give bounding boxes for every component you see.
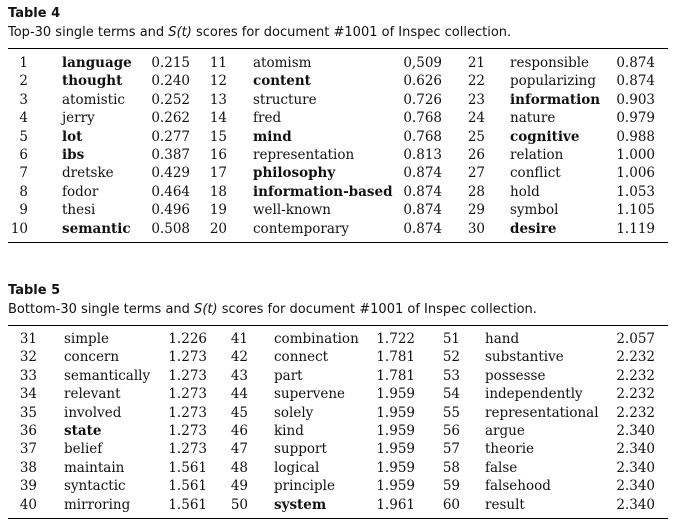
- score-cell: 1.273: [168, 423, 207, 439]
- term-cell: representational: [485, 404, 599, 421]
- term-cell: philosophy: [253, 165, 336, 182]
- rank-cell: 3: [19, 91, 28, 108]
- rank-cell: 58: [442, 459, 460, 476]
- rank-cell: 52: [442, 349, 460, 366]
- term-cell: result: [485, 496, 525, 513]
- term-cell: structure: [253, 91, 317, 108]
- term-cell: fodor: [62, 183, 99, 200]
- table-bottom-rule: [8, 518, 668, 519]
- rank-cell: 49: [230, 478, 248, 495]
- score-cell: 1.959: [376, 478, 415, 495]
- rank-cell: 16: [209, 147, 227, 163]
- rank-cell: 41: [230, 331, 248, 347]
- score-cell: 1.273: [168, 404, 207, 421]
- table-row: [0, 54, 676, 72]
- rank-cell: 26: [467, 147, 485, 163]
- score-cell: 1.722: [376, 331, 415, 347]
- rank-cell: 18: [209, 183, 227, 200]
- score-cell: 0.874: [403, 165, 442, 182]
- term-cell: responsible: [510, 55, 590, 71]
- score-cell: 2.340: [616, 478, 655, 495]
- score-cell: 0.768: [403, 128, 442, 145]
- rank-cell: 20: [209, 220, 227, 237]
- term-cell: independently: [485, 386, 583, 403]
- caption-text-end: scores for document #1001 of Inspec collection.: [217, 302, 537, 317]
- score-cell: 0.979: [616, 110, 655, 127]
- term-cell: syntactic: [64, 478, 126, 495]
- rank-cell: 6: [19, 147, 28, 163]
- score-cell: 1.053: [616, 183, 655, 200]
- term-cell: desire: [510, 220, 557, 237]
- rank-cell: 60: [442, 496, 460, 513]
- term-cell: lot: [62, 128, 83, 145]
- table-caption: [8, 302, 537, 317]
- term-cell: information: [510, 91, 601, 108]
- table-bottom-rule: [8, 242, 668, 243]
- score-cell: 0.988: [616, 128, 655, 145]
- score-cell: 0.496: [151, 202, 190, 219]
- table-row: [0, 164, 676, 182]
- rank-cell: 45: [230, 404, 248, 421]
- table-row: [0, 459, 676, 477]
- rank-cell: 10: [10, 220, 28, 237]
- rank-cell: 32: [19, 349, 37, 366]
- score-cell: 2.232: [616, 367, 655, 384]
- table-caption: [8, 25, 511, 40]
- rank-cell: 27: [467, 165, 485, 182]
- rank-cell: 48: [230, 459, 248, 476]
- rank-cell: 51: [442, 331, 460, 347]
- table-row: [0, 91, 676, 109]
- score-cell: 0.768: [403, 110, 442, 127]
- term-cell: language: [62, 55, 132, 71]
- score-cell: 2.232: [616, 404, 655, 421]
- term-cell: mind: [253, 128, 292, 145]
- score-cell: 0.874: [403, 220, 442, 237]
- rank-cell: 24: [467, 110, 485, 127]
- term-cell: semantically: [64, 367, 151, 384]
- score-cell: 1.961: [376, 496, 415, 513]
- rank-cell: 30: [467, 220, 485, 237]
- score-cell: 1.000: [616, 147, 655, 163]
- rank-cell: 22: [467, 73, 485, 90]
- score-cell: 0.874: [616, 73, 655, 90]
- score-cell: 1.105: [616, 202, 655, 219]
- term-cell: contemporary: [253, 220, 349, 237]
- score-cell: 1.959: [376, 459, 415, 476]
- score-cell: 0.874: [403, 183, 442, 200]
- rank-cell: 9: [19, 202, 28, 219]
- term-cell: information-based: [253, 183, 393, 200]
- rank-cell: 31: [19, 331, 37, 347]
- table-row: [0, 330, 676, 348]
- term-cell: involved: [64, 404, 122, 421]
- caption-text-end: scores for document #1001 of Inspec collection.: [191, 25, 512, 40]
- table-row: [0, 109, 676, 127]
- score-cell: 1.006: [616, 165, 655, 182]
- score-cell: 1.959: [376, 386, 415, 403]
- score-cell: 0.387: [151, 147, 190, 163]
- caption-symbol-s: S: [194, 302, 203, 317]
- term-cell: state: [64, 423, 102, 439]
- rank-cell: 11: [209, 55, 227, 71]
- caption-symbol-s: S: [168, 25, 177, 40]
- score-cell: 1.226: [168, 331, 207, 347]
- rank-cell: 1: [19, 55, 28, 71]
- score-cell: 1.561: [168, 496, 207, 513]
- rank-cell: 50: [230, 496, 248, 513]
- table-top-rule: [8, 48, 668, 49]
- score-cell: 0.252: [151, 91, 190, 108]
- rank-cell: 7: [19, 165, 28, 182]
- table-row: [0, 72, 676, 90]
- term-cell: atomistic: [62, 91, 125, 108]
- term-cell: substantive: [485, 349, 564, 366]
- term-cell: maintain: [64, 459, 125, 476]
- term-cell: combination: [274, 331, 359, 347]
- table-row: [0, 477, 676, 495]
- score-cell: 1.273: [168, 386, 207, 403]
- term-cell: cognitive: [510, 128, 580, 145]
- score-cell: 0.726: [403, 91, 442, 108]
- table-row: [0, 128, 676, 146]
- score-cell: 0.429: [151, 165, 190, 182]
- table-row: [0, 146, 676, 164]
- table-row: [0, 183, 676, 201]
- score-cell: 1.959: [376, 423, 415, 439]
- term-cell: popularizing: [510, 73, 597, 90]
- term-cell: system: [274, 496, 327, 513]
- rank-cell: 15: [209, 128, 227, 145]
- rank-cell: 2: [19, 73, 28, 90]
- term-cell: hand: [485, 331, 520, 347]
- score-cell: 0.874: [616, 55, 655, 71]
- rank-cell: 12: [209, 73, 227, 90]
- rank-cell: 55: [442, 404, 460, 421]
- table-row: [0, 385, 676, 403]
- rank-cell: 4: [19, 110, 28, 127]
- term-cell: well-known: [253, 202, 331, 219]
- rank-cell: 56: [442, 423, 460, 439]
- score-cell: 1.273: [168, 367, 207, 384]
- caption-text: Top-30 single terms and: [8, 25, 169, 40]
- table-row: [0, 422, 676, 440]
- term-cell: principle: [274, 478, 335, 495]
- score-cell: 0.262: [151, 110, 190, 127]
- caption-symbol-t: (t): [176, 25, 192, 40]
- table-label: Table 5: [8, 283, 61, 298]
- table-row: [0, 496, 676, 514]
- term-cell: representation: [253, 147, 355, 163]
- term-cell: semantic: [62, 220, 131, 237]
- term-cell: relevant: [64, 386, 121, 403]
- table-row: [0, 348, 676, 366]
- term-cell: concern: [64, 349, 120, 366]
- rank-cell: 17: [209, 165, 227, 182]
- rank-cell: 36: [19, 423, 37, 439]
- table-row: [0, 201, 676, 219]
- score-cell: 0.240: [151, 73, 190, 90]
- rank-cell: 54: [442, 386, 460, 403]
- rank-cell: 57: [442, 441, 460, 458]
- rank-cell: 44: [230, 386, 248, 403]
- rank-cell: 40: [19, 496, 37, 513]
- score-cell: 2.340: [616, 423, 655, 439]
- score-cell: 2.232: [616, 386, 655, 403]
- score-cell: 0.626: [403, 73, 442, 90]
- table-row: [0, 367, 676, 385]
- score-cell: 1.959: [376, 404, 415, 421]
- rank-cell: 25: [467, 128, 485, 145]
- term-cell: simple: [64, 331, 109, 347]
- rank-cell: 29: [467, 202, 485, 219]
- rank-cell: 23: [467, 91, 485, 108]
- table-row: [0, 440, 676, 458]
- term-cell: fred: [253, 110, 282, 127]
- score-cell: 1.959: [376, 441, 415, 458]
- rank-cell: 46: [230, 423, 248, 439]
- term-cell: possesse: [485, 367, 546, 384]
- score-cell: 1.781: [376, 349, 415, 366]
- score-cell: 0.464: [151, 183, 190, 200]
- score-cell: 2.057: [616, 331, 655, 347]
- term-cell: conflict: [510, 165, 561, 182]
- term-cell: atomism: [253, 55, 312, 71]
- term-cell: support: [274, 441, 327, 458]
- score-cell: 0.508: [151, 220, 190, 237]
- rank-cell: 53: [442, 367, 460, 384]
- rank-cell: 59: [442, 478, 460, 495]
- rank-cell: 34: [19, 386, 37, 403]
- score-cell: 2.340: [616, 441, 655, 458]
- score-cell: 1.119: [616, 220, 655, 237]
- score-cell: 0.215: [151, 55, 190, 71]
- term-cell: thesi: [62, 202, 96, 219]
- rank-cell: 39: [19, 478, 37, 495]
- rank-cell: 47: [230, 441, 248, 458]
- score-cell: 0.813: [403, 147, 442, 163]
- term-cell: argue: [485, 423, 525, 439]
- term-cell: falsehood: [485, 478, 551, 495]
- rank-cell: 35: [19, 404, 37, 421]
- rank-cell: 42: [230, 349, 248, 366]
- term-cell: supervene: [274, 386, 346, 403]
- term-cell: relation: [510, 147, 564, 163]
- rank-cell: 28: [467, 183, 485, 200]
- rank-cell: 5: [19, 128, 28, 145]
- caption-text: Bottom-30 single terms and: [8, 302, 195, 317]
- score-cell: 0.277: [151, 128, 190, 145]
- score-cell: 0.874: [403, 202, 442, 219]
- table-label: Table 4: [8, 6, 61, 21]
- term-cell: solely: [274, 404, 314, 421]
- term-cell: ibs: [62, 147, 85, 163]
- score-cell: 0.903: [616, 91, 655, 108]
- rank-cell: 33: [19, 367, 37, 384]
- term-cell: jerry: [62, 110, 95, 127]
- score-cell: 2.232: [616, 349, 655, 366]
- score-cell: 1.561: [168, 478, 207, 495]
- score-cell: 1.561: [168, 459, 207, 476]
- term-cell: belief: [64, 441, 103, 458]
- score-cell: 2.340: [616, 459, 655, 476]
- term-cell: thought: [62, 73, 123, 90]
- term-cell: symbol: [510, 202, 559, 219]
- term-cell: connect: [274, 349, 329, 366]
- rank-cell: 19: [209, 202, 227, 219]
- rank-cell: 21: [467, 55, 485, 71]
- term-cell: dretske: [62, 165, 114, 182]
- score-cell: 2.340: [616, 496, 655, 513]
- rank-cell: 38: [19, 459, 37, 476]
- caption-symbol-t: (t): [202, 302, 218, 317]
- term-cell: false: [485, 459, 518, 476]
- rank-cell: 37: [19, 441, 37, 458]
- score-cell: 1.273: [168, 349, 207, 366]
- term-cell: content: [253, 73, 311, 90]
- term-cell: part: [274, 367, 303, 384]
- term-cell: nature: [510, 110, 556, 127]
- table-row: [0, 220, 676, 238]
- table-row: [0, 404, 676, 422]
- rank-cell: 13: [209, 91, 227, 108]
- rank-cell: 8: [19, 183, 28, 200]
- score-cell: 0,509: [403, 55, 442, 71]
- score-cell: 1.781: [376, 367, 415, 384]
- rank-cell: 43: [230, 367, 248, 384]
- term-cell: mirroring: [64, 496, 131, 513]
- term-cell: logical: [274, 459, 320, 476]
- table-top-rule: [8, 325, 668, 326]
- score-cell: 1.273: [168, 441, 207, 458]
- term-cell: theorie: [485, 441, 534, 458]
- term-cell: hold: [510, 183, 540, 200]
- rank-cell: 14: [209, 110, 227, 127]
- term-cell: kind: [274, 423, 304, 439]
